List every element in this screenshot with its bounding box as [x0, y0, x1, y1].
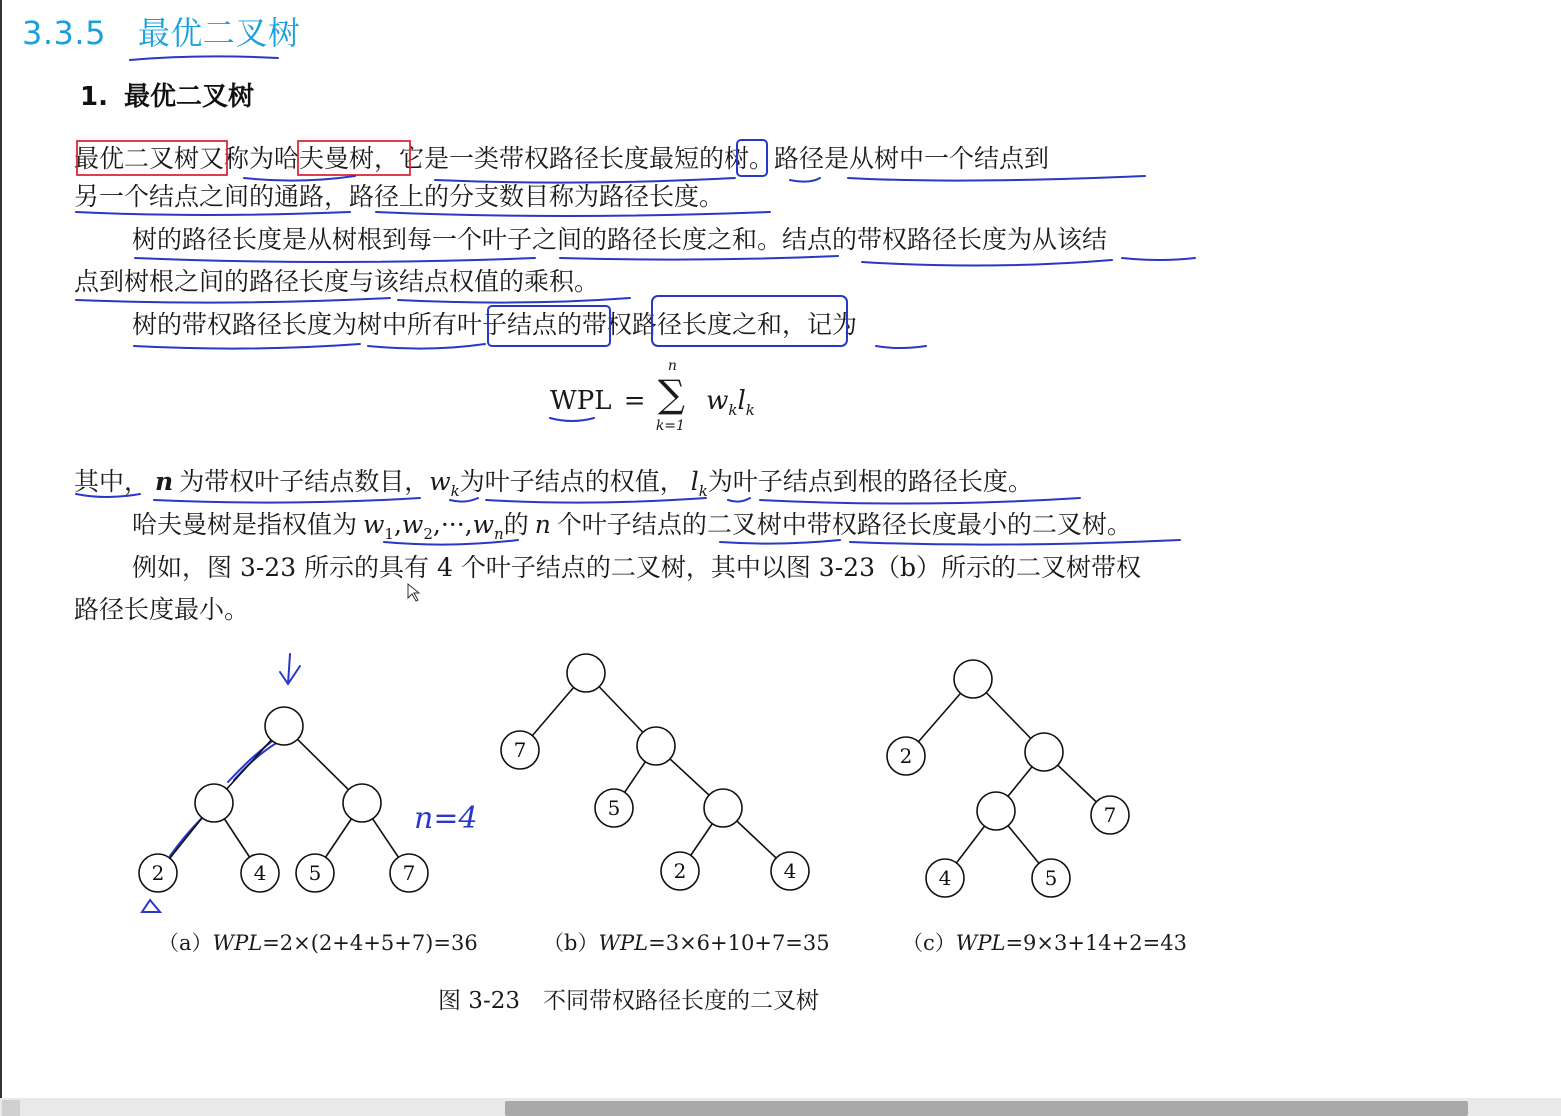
underline-p1-l1 [244, 176, 1145, 183]
tree-b-internal-2 [704, 789, 742, 827]
caption-a-wpl: WPL [212, 931, 263, 955]
tree-c-internal-1 [1025, 733, 1063, 771]
caption-a-expr: =2×(2+4+5+7)=36 [262, 931, 478, 955]
formula-w-subscript: k [728, 401, 738, 420]
p4-w: w [429, 467, 451, 496]
p4-text-d: 为叶子结点到根的路径长度。 [707, 467, 1033, 496]
paragraph-2-line-2: 点到树根之间的路径长度与该结点权值的乘积。 [74, 267, 600, 296]
tree-c-leaf-2-label: 7 [1103, 803, 1117, 827]
tree-b-root [567, 654, 605, 692]
formula-lhs: WPL [550, 386, 612, 416]
tree-c-internal-2 [977, 792, 1015, 830]
p5-w2: w [401, 510, 424, 539]
paragraph-1-line-1: 最优二叉树又称为哈夫曼树，它是一类带权路径长度最短的树。路径是从树中一个结点到 [74, 144, 1050, 173]
red-box-optimal-tree [77, 141, 227, 175]
underline-p1-l2 [76, 212, 770, 216]
formula-l-subscript: k [745, 401, 755, 420]
tree-c-leaf-4-label: 5 [1044, 866, 1058, 890]
triangle-mark [142, 900, 160, 912]
down-arrow-mark [280, 654, 300, 684]
p4-w-sub: k [450, 482, 460, 500]
section-title: 最优二叉树 [137, 14, 301, 52]
tree-b-leaf-2-label: 5 [607, 796, 621, 820]
mouse-cursor-icon [408, 584, 419, 601]
tree-c [887, 660, 1129, 897]
caption-b [543, 927, 830, 957]
caption-a-label: （a） [158, 931, 213, 955]
box-weighted-sum [652, 296, 847, 346]
paragraph-6-line-2: 路径长度最小。 [74, 595, 250, 624]
tree-b-internal-1 [637, 727, 675, 765]
paragraph-5: 哈夫曼树是指权值为 $w_1,w_2,\cdot\cdot\cdot,w_n$的 n 个叶子结点的二叉树中带权路径长度最小的二叉树。 [132, 510, 1132, 543]
tree-b-leaf-4-label: 4 [783, 859, 797, 883]
caption-c-wpl: WPL [955, 931, 1006, 955]
box-shortest [737, 140, 767, 176]
red-box-huffman [298, 141, 410, 175]
formula-w: w [706, 386, 729, 416]
p4-l-sub: k [698, 482, 708, 500]
p4-text-a: 其中， [74, 467, 150, 496]
p5-sub-n: n [494, 525, 504, 543]
p5-w1: w [363, 510, 385, 539]
tree-b [501, 654, 809, 890]
paragraph-2-line-1: 树的路径长度是从树根到每一个叶子之间的路径长度之和。结点的带权路径长度为从该结 [132, 225, 1108, 254]
p4-l: l [690, 467, 699, 496]
paragraph-6-line-1: 例如，图 3-23 所示的具有 4 个叶子结点的二叉树，其中以图 3-23（b）所示的二叉树带权 [132, 553, 1141, 582]
sum-lower-limit: k=1 [655, 418, 685, 434]
p5-sub-2: 2 [423, 525, 433, 543]
underline-p4 [76, 494, 1080, 504]
formula-equals: = [623, 386, 646, 416]
tree-a-internal-right [343, 784, 381, 822]
tree-a-root [265, 707, 303, 745]
caption-b-expr: =3×6+10+7=35 [648, 931, 830, 955]
paragraph-3-line-1: 树的带权路径长度为树中所有叶子结点的带权路径长度之和，记为 [132, 310, 858, 339]
tree-a-internal-left [195, 784, 233, 822]
underline-p5 [384, 540, 1180, 545]
caption-b-wpl: WPL [598, 931, 649, 955]
handwritten-n-equals-4: n=4 [414, 801, 478, 836]
scrollbar-thumb[interactable] [505, 1101, 1468, 1116]
p5-text-a: 哈夫曼树是指权值为 [132, 510, 358, 539]
tree-a-leaf-3-label: 5 [308, 861, 322, 885]
p5-text-b: 的 [503, 510, 529, 539]
scroll-left-arrow-icon[interactable] [2, 1100, 20, 1116]
tree-a [139, 707, 428, 892]
figure-caption: 图 3-23 不同带权路径长度的二叉树 [438, 988, 819, 1014]
underline-wpl [550, 418, 594, 421]
p5-wn: w [472, 510, 495, 539]
tree-a-leaf-2-label: 4 [253, 861, 267, 885]
tree-a-leaf-1-label: 2 [151, 861, 165, 885]
tree-b-leaf-3-label: 2 [673, 859, 687, 883]
blue-annotations [76, 56, 1195, 912]
p5-text-c: 个叶子结点的二叉树中带权路径长度最小的二叉树。 [556, 510, 1132, 539]
tree-c-leaf-3-label: 4 [938, 866, 952, 890]
p5-n: n [534, 510, 551, 539]
title-underline [130, 56, 278, 60]
p4-n: n [155, 467, 174, 496]
tree-c-leaf-1-label: 2 [899, 744, 913, 768]
sum-upper-limit: n [667, 358, 677, 374]
box-leaf-nodes [488, 306, 610, 346]
underline-p2-l1 [135, 256, 1195, 266]
subsection-number: 1. [80, 82, 108, 112]
section-number: 3.3.5 [22, 14, 106, 52]
p4-text-b: 为带权叶子结点数目， [179, 467, 430, 496]
tree-c-root [954, 660, 992, 698]
caption-b-label: （b） [543, 931, 599, 955]
caption-c-expr: =9×3+14+2=43 [1005, 931, 1187, 955]
caption-c [902, 927, 1187, 957]
subsection-title: 最优二叉树 [123, 82, 254, 112]
tree-b-leaf-1-label: 7 [513, 738, 527, 762]
formula-l: l [737, 386, 746, 416]
caption-a [158, 927, 478, 957]
p4-text-c: 为叶子结点的权值， [459, 467, 685, 496]
tree-a-leaf-4-label: 7 [402, 861, 416, 885]
underline-p2-l2 [76, 298, 630, 303]
paragraph-1-line-2: 另一个结点之间的通路，路径上的分支数目称为路径长度。 [74, 182, 725, 211]
p5-sub-1: 1 [384, 525, 394, 543]
sigma-glyph: ∑ [657, 372, 685, 416]
caption-c-label: （c） [902, 931, 956, 955]
red-annotations [77, 141, 410, 175]
